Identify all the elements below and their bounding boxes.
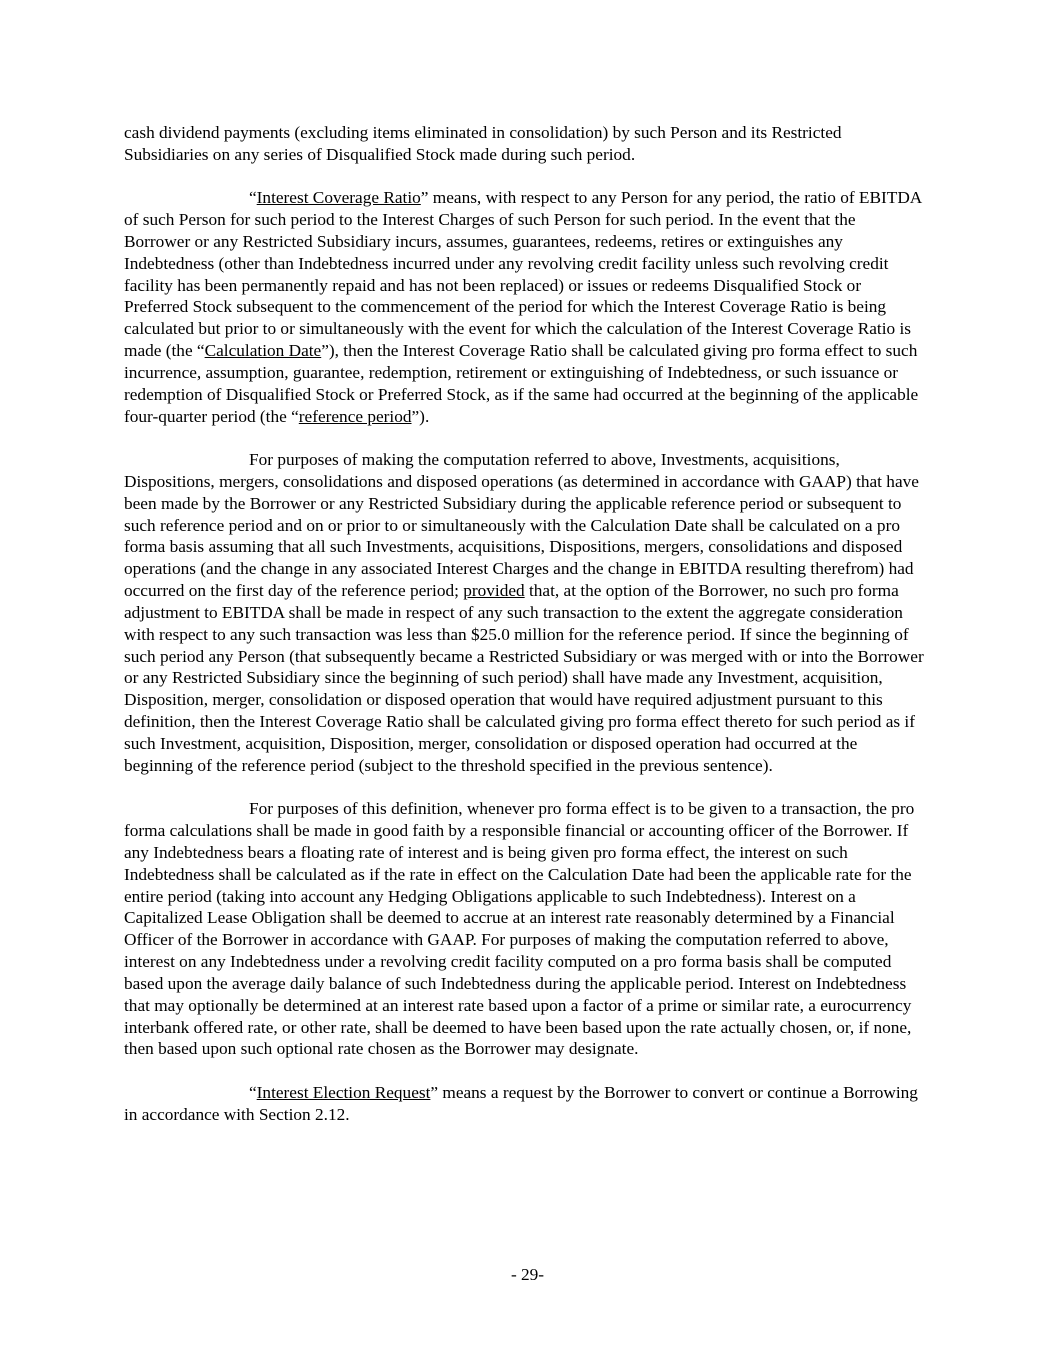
text-segment: cash dividend payments (excluding items eliminated in consolidation) by such Person and its Restricted Subsidiaries on any series of Disqualified Stock made during such period. [124,123,842,164]
text-segment: ”). [411,406,430,426]
defined-term-interest-coverage-ratio: Interest Coverage Ratio [256,188,421,208]
page-number: - 29- [510,1265,545,1284]
text-segment: ”), then the Interest Coverage Ratio shall be calculated giving pro forma effect to such incurrence, assumption, guarantee, redemption, retirement or extinguishing of Indebtedness, or such issuance or redemption of Disqualified Stock or Preferred Stock, as if the same had occurred at the beginning of the applicable four-quarter period (the “ [124,341,919,426]
term-provided: provided [463,581,525,601]
text-segment: “ [249,1082,257,1102]
text-segment: For purposes of making the computation referred to above, Investments, acquisitions, Dispositions, mergers, consolidations and disposed operations (as determined in accordance with GAAP) that have been made by the Borrower or any Restricted Subsidiary during the applicable reference period or subsequent to such reference period and on or prior to or simultaneously with the Calculation Date shall be calculated on a pro forma basis assuming that all such Investments, acquisitions, Dispositions, mergers, consolidations and disposed operations (and the change in any associated Interest Charges and the change in EBITDA resulting therefrom) had occurred on the first day of the reference period; [124,449,919,601]
paragraph-pro-forma-calculations [124,798,924,1060]
text-segment: that, at the option of the Borrower, no such pro forma adjustment to EBITDA shall be made in respect of any such transaction to the extent the aggregate consideration with respect to any such transaction was less than $25.0 million for the reference period. If since the beginning of such period any Person (that subsequently became a Restricted Subsidiary or was merged with or into the Borrower or any Restricted Subsidiary since the beginning of such period) shall have made any Investment, acquisition, Disposition, merger, consolidation or disposed operation that would have required adjustment pursuant to this definition, then the Interest Coverage Ratio shall be calculated giving pro forma effect thereto for such period as if such Investment, acquisition, Disposition, merger, consolidation or disposed operation had occurred at the beginning of the reference period (subject to the threshold specified in the previous sentence). [124,581,924,775]
paragraph-interest-election-request [124,1082,924,1126]
document-page [124,122,924,1147]
paragraph-interest-coverage-ratio [124,187,924,427]
paragraph-computation-investments [124,449,924,777]
text-segment: ” means, with respect to any Person for any period, the ratio of EBITDA of such Person for such period to the Interest Charges of such Person for such period. In the event that the Borrower or any Restricted Subsidiary incurs, assumes, guarantees, redeems, retires or extinguishes any Indebtedness (other than Indebtedness incurred under any revolving credit facility unless such revolving credit facility has been permanently repaid and has not been replaced) or issues or redeems Disqualified Stock or Preferred Stock subsequent to the commencement of the period for which the Interest Coverage Ratio is being calculated but prior to or simultaneously with the event for which the calculation of the Interest Coverage Ratio is made (the “ [124,188,922,361]
defined-term-calculation-date: Calculation Date [204,341,322,361]
defined-term-reference-period: reference period [298,406,412,426]
paragraph-dividend-continuation [124,122,924,166]
text-segment: ” means a request by the Borrower to convert or continue a Borrowing in accordance with Section 2.12. [124,1082,918,1124]
text-segment: “ [249,188,257,208]
defined-term-interest-election-request: Interest Election Request [256,1082,431,1102]
text-segment: For purposes of this definition, whenever pro forma effect is to be given to a transaction, the pro forma calculations shall be made in good faith by a responsible financial or accounting officer of the Borrower. If any Indebtedness bears a floating rate of interest and is being given pro forma effect, the interest on such Indebtedness shall be calculated as if the rate in effect on the Calculation Date had been the applicable rate for the entire period (taking into account any Hedging Obligations applicable to such Indebtedness). Interest on a Capitalized Lease Obligation shall be deemed to accrue at an interest rate reasonably determined by a Financial Officer of the Borrower in accordance with GAAP. For purposes of making the computation referred to above, interest on any Indebtedness under a revolving credit facility computed on a pro forma basis shall be computed based upon the average daily balance of such Indebtedness during the applicable period. Interest on Indebtedness that may optionally be determined at an interest rate based upon a factor of a prime or similar rate, a eurocurrency interbank offered rate, or other rate, shall be deemed to have been based upon the rate actually chosen, or, if none, then based upon such optional rate chosen as the Borrower may designate. [124,799,915,1059]
